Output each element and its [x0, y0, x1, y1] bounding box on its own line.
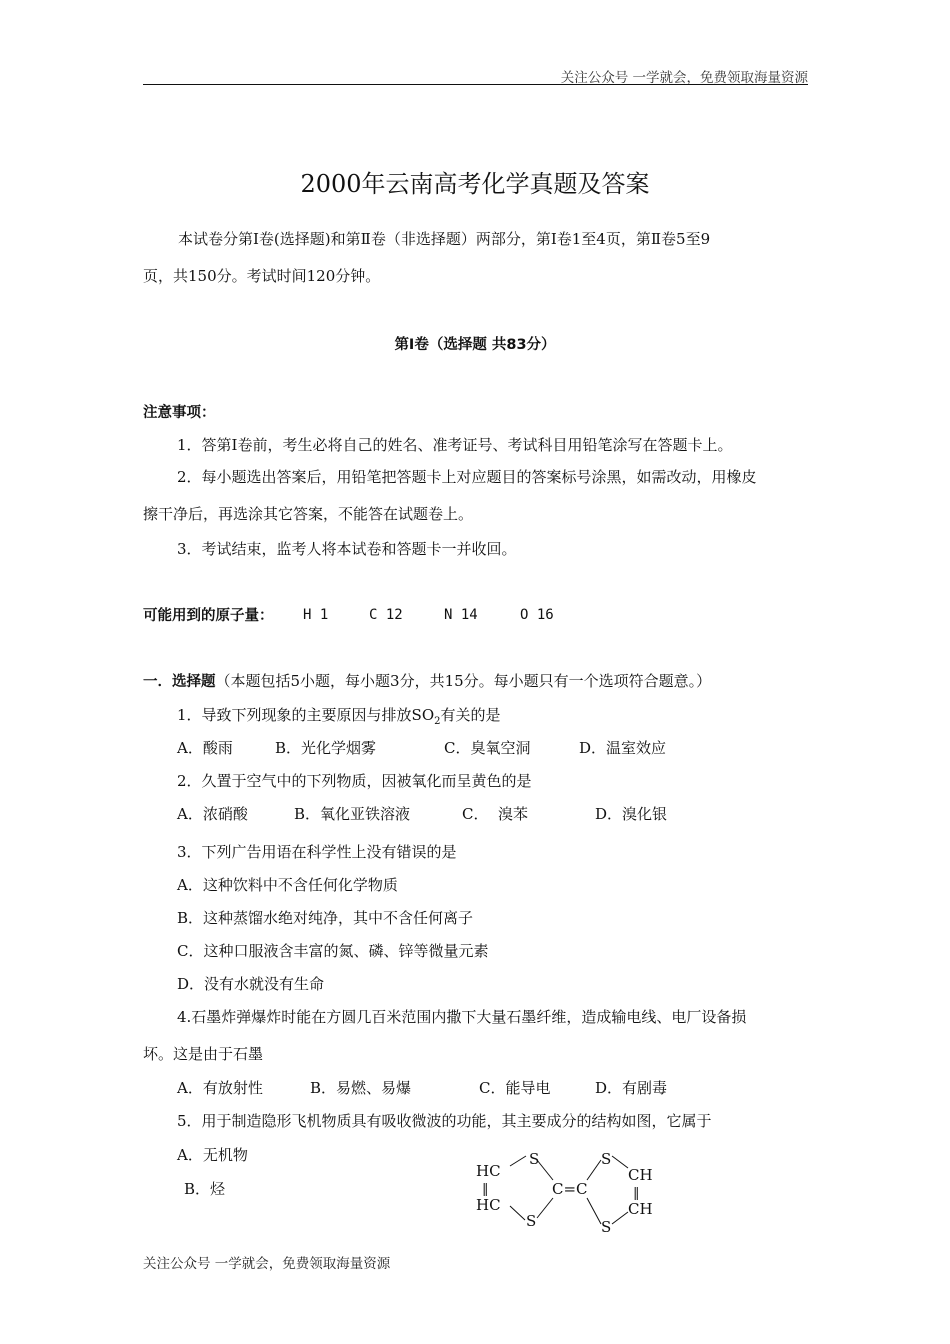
right-double-bond: ‖: [633, 1186, 640, 1201]
atomic-c: C 12: [369, 607, 403, 623]
q3-option-b: B．这种蒸馏水绝对纯净，其中不含任何离子: [177, 909, 474, 927]
bond-s-c-left-bottom: [537, 1198, 553, 1218]
hc-bottom-label: HC: [476, 1196, 501, 1214]
q5-option-b: B．烃: [184, 1180, 226, 1198]
section-1-title: 第Ⅰ卷（选择题 共83分）: [394, 337, 556, 353]
q1-option-a: A．酸雨: [177, 739, 233, 757]
q4-stem-line-1: 4.石墨炸弹爆炸时能在方圆几百米范围内撒下大量石墨纤维，造成输电线、电厂设备损: [177, 1008, 747, 1026]
page-header: 关注公众号 一学就会，免费领取海量资源: [560, 70, 808, 86]
q3-option-a: A．这种饮料中不含任何化学物质: [177, 876, 398, 894]
part-1-description: （本题包括5小题，每小题3分，共15分。每小题只有一个选项符合题意。）: [215, 672, 712, 690]
notice-item-1: 1．答第Ⅰ卷前，考生必将自己的姓名、准考证号、考试科目用铅笔涂写在答题卡上。: [177, 436, 733, 454]
q4-option-a: A．有放射性: [177, 1079, 263, 1097]
part-1-heading: 一．选择题: [143, 674, 216, 690]
c-equals-c: C=C: [552, 1180, 588, 1198]
bond-s-c-left-top: [537, 1160, 553, 1180]
q4-option-b: B．易燃、易爆: [310, 1079, 412, 1097]
q4-stem-line-2: 坏。这是由于石墨: [143, 1045, 264, 1063]
q4-option-c: C．能导电: [479, 1079, 551, 1097]
part-1-heading-line: [143, 670, 711, 693]
q1-stem-text-2: 有关的是: [440, 706, 501, 724]
q5-stem: 5．用于制造隐形飞机物质具有吸收微波的功能，其主要成分的结构如图，它属于: [177, 1112, 712, 1130]
s-left-top: S: [529, 1150, 540, 1168]
notice-item-2-line-2: 擦干净后，再选涂其它答案，不能答在试题卷上。: [143, 505, 474, 523]
q1-option-d: D．温室效应: [579, 739, 667, 757]
q2-option-c: C． 溴苯: [462, 805, 529, 823]
intro-line-1: 本试卷分第Ⅰ卷(选择题)和第Ⅱ卷（非选择题）两部分，第Ⅰ卷1至4页，第Ⅱ卷5至9: [178, 230, 711, 248]
s-right-top: S: [601, 1150, 612, 1168]
q2-stem: 2．久置于空气中的下列物质，因被氧化而呈黄色的是: [177, 772, 532, 790]
tetrathiafulvalene-structure: [470, 1140, 670, 1240]
q3-option-c: C．这种口服液含丰富的氮、磷、锌等微量元素: [177, 942, 489, 960]
q1-option-c: C．臭氧空洞: [444, 739, 531, 757]
q3-stem: 3．下列广告用语在科学性上没有错误的是: [177, 843, 457, 861]
q4-option-d: D．有剧毒: [595, 1079, 668, 1097]
bond-s-ch-bottom: [612, 1212, 628, 1224]
q2-option-a: A．浓硝酸: [177, 805, 248, 823]
q1-stem: [177, 704, 501, 733]
q1-stem-text: 1．导致下列现象的主要原因与排放SO: [177, 706, 435, 724]
document-title: 2000年云南高考化学真题及答案: [300, 170, 650, 198]
left-double-bond: ‖: [482, 1182, 489, 1197]
page-footer: 关注公众号 一学就会，免费领取海量资源: [143, 1256, 391, 1272]
notice-heading: 注意事项：: [143, 405, 216, 421]
q3-option-d: D．没有水就没有生命: [177, 975, 325, 993]
bond-c-s-right-top: [587, 1160, 601, 1180]
hc-top-label: HC: [476, 1162, 501, 1180]
q2-option-d: D．溴化银: [595, 805, 668, 823]
atomic-h: H 1: [303, 607, 329, 623]
bond-c-s-right-bottom: [587, 1198, 601, 1224]
intro-line-2: 页，共150分。考试时间120分钟。: [143, 267, 381, 285]
atomic-o: O 16: [520, 607, 554, 623]
bond-hc-s-bottom: [510, 1206, 525, 1220]
atomic-mass-line: [143, 604, 554, 627]
notice-item-3: 3．考试结束，监考人将本试卷和答题卡一并收回。: [177, 540, 517, 558]
s-right-bottom: S: [601, 1218, 612, 1236]
q1-stem-subscript: 2: [434, 716, 441, 727]
bond-s-ch-top: [612, 1156, 628, 1168]
q1-option-b: B．光化学烟雾: [275, 739, 377, 757]
q5-option-a: A．无机物: [177, 1146, 248, 1164]
ch-bottom-label: CH: [628, 1200, 653, 1218]
atomic-n: N 14: [444, 607, 478, 623]
s-left-bottom: S: [526, 1212, 537, 1230]
notice-item-2-line-1: 2．每小题选出答案后，用铅笔把答题卡上对应题目的答案标号涂黑，如需改动，用橡皮: [177, 468, 757, 486]
bond-hc-s-top: [510, 1156, 526, 1166]
ch-top-label: CH: [628, 1166, 653, 1184]
header-rule: [143, 84, 808, 85]
q2-option-b: B．氧化亚铁溶液: [294, 805, 411, 823]
atomic-mass-label: 可能用到的原子量：: [143, 608, 274, 624]
